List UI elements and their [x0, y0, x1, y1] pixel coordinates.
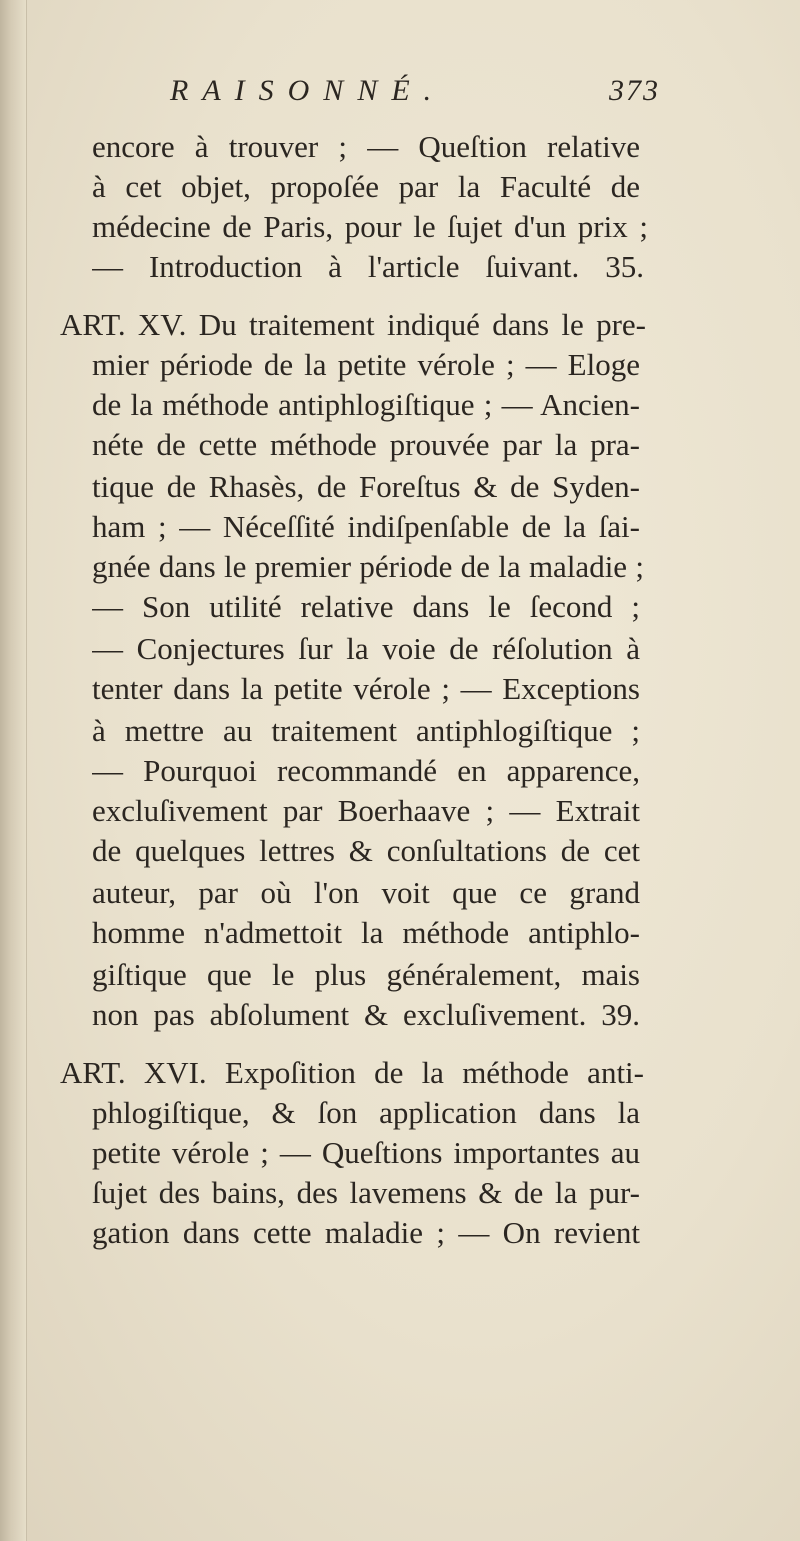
- text-line: tique de Rhasès, de Foreſtus & de Syden-: [92, 469, 640, 504]
- page-header: [170, 74, 660, 114]
- text-line: néte de cette méthode prouvée par la pra-: [92, 427, 640, 462]
- text-line: à cet objet, propoſée par la Faculté de: [92, 169, 640, 204]
- text-line: giſtique que le plus généralement, mais: [92, 957, 640, 992]
- text-line: excluſivement par Boerhaave ; — Extrait: [92, 793, 640, 828]
- text-line: médecine de Paris, pour le ſujet d'un prix ;: [92, 209, 648, 244]
- text-line: de quelques lettres & conſultations de cet: [92, 833, 640, 868]
- text-line: petite vérole ; — Queſtions importantes au: [92, 1135, 640, 1170]
- text-line: — Pourquoi recommandé en apparence,: [92, 753, 640, 788]
- text-line: homme n'admettoit la méthode antiphlo-: [92, 915, 640, 950]
- text-line: gnée dans le premier période de la maladie ;: [92, 549, 644, 584]
- page-number: 373: [609, 74, 660, 107]
- text-line: gation dans cette maladie ; — On revient: [92, 1215, 640, 1250]
- text-line: ART. XV. Du traitement indiqué dans le pre-: [60, 307, 646, 342]
- text-line: auteur, par où l'on voit que ce grand: [92, 875, 640, 910]
- text-line: à mettre au traitement antiphlogiſtique ;: [92, 713, 640, 748]
- text-line: encore à trouver ; — Queſtion relative: [92, 129, 640, 164]
- text-line: phlogiſtique, & ſon application dans la: [92, 1095, 640, 1130]
- text-line: — Conjectures ſur la voie de réſolution à: [92, 631, 640, 666]
- page-binding-edge: [0, 0, 27, 1541]
- text-line: mier période de la petite vérole ; — Eloge: [92, 347, 640, 382]
- text-line: ſujet des bains, des lavemens & de la pur-: [92, 1175, 640, 1210]
- text-line: ham ; — Néceſſité indiſpenſable de la ſai-: [92, 509, 640, 544]
- text-line: — Son utilité relative dans le ſecond ;: [92, 589, 640, 624]
- text-line: — Introduction à l'article ſuivant. 35.: [92, 249, 644, 284]
- text-line: tenter dans la petite vérole ; — Exceptions: [92, 671, 640, 706]
- text-line: non pas abſolument & excluſivement. 39.: [92, 997, 640, 1032]
- text-line: de la méthode antiphlogiſtique ; — Ancien-: [92, 387, 640, 422]
- running-title: RAISONNÉ.: [170, 74, 446, 107]
- text-line: ART. XVI. Expoſition de la méthode anti-: [60, 1055, 644, 1090]
